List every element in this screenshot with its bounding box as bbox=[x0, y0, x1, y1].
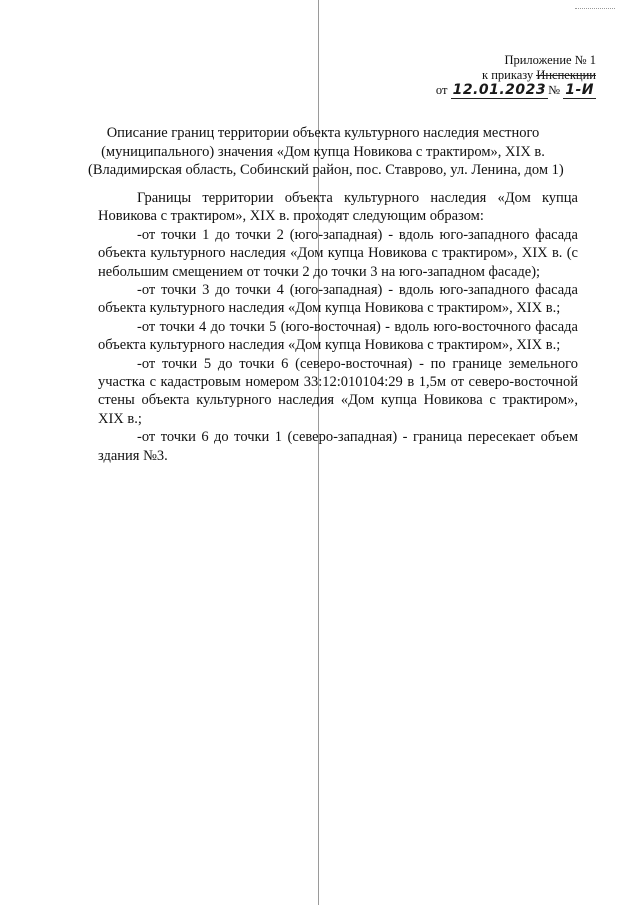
order-reference bbox=[436, 68, 596, 83]
order-organization: Инспекции bbox=[536, 68, 596, 82]
paragraph-segment-1-2: -от точки 1 до точки 2 (юго-западная) - вдоль юго-западного фасада объекта культурного наследия «Дом купца Новикова с трактиром», XIX в. (с небольшим смещением от точки 2 до точки 3 на юго-западном фасаде); bbox=[98, 226, 578, 280]
date-prefix: от bbox=[435, 83, 448, 97]
order-date-line bbox=[436, 83, 596, 98]
title-line-2: (муниципального) значения «Дом купца Новикова с трактиром», XIX в. bbox=[101, 143, 545, 160]
document-title bbox=[88, 124, 564, 180]
title-line-1: Описание границ территории объекта культурного наследия местного bbox=[106, 125, 540, 141]
number-prefix: № bbox=[548, 83, 561, 97]
handwritten-date: 12.01.2023 bbox=[452, 82, 547, 98]
paragraph-segment-3-4: -от точки 3 до точки 4 (юго-западная) - вдоль юго-западного фасада объекта культурного наследия «Дом купца Новикова с трактиром», XIX в.; bbox=[98, 282, 578, 317]
scan-artifact bbox=[575, 8, 615, 13]
appendix-header bbox=[436, 53, 596, 98]
order-prefix: к приказу bbox=[482, 68, 534, 82]
paragraph-segment-5-6: -от точки 5 до точки 6 (северо-восточная) - по границе земельного участка с кадастровым номером 33:12:010104:29 в 1,5м от северо-восточной стены объекта культурного наследия «Дом купца Новикова с трактиром», XIX в.; bbox=[98, 355, 578, 427]
handwritten-number: 1-И bbox=[565, 82, 594, 98]
appendix-number: Приложение № 1 bbox=[504, 53, 596, 67]
paragraph-intro: Границы территории объекта культурного наследия «Дом купца Новикова с трактиром», XIX в. проходят следующим образом: bbox=[98, 190, 578, 225]
document-body bbox=[98, 189, 578, 465]
title-line-3: (Владимирская область, Собинский район, пос. Ставрово, ул. Ленина, дом 1) bbox=[88, 162, 564, 178]
paragraph-segment-4-5: -от точки 4 до точки 5 (юго-восточная) - вдоль юго-восточного фасада объекта культурного наследия «Дом купца Новикова с трактиром», XIX в.; bbox=[98, 318, 578, 354]
paragraph-segment-6-1: -от точки 6 до точки 1 (северо-западная) - граница пересекает объем здания №3. bbox=[98, 429, 578, 464]
